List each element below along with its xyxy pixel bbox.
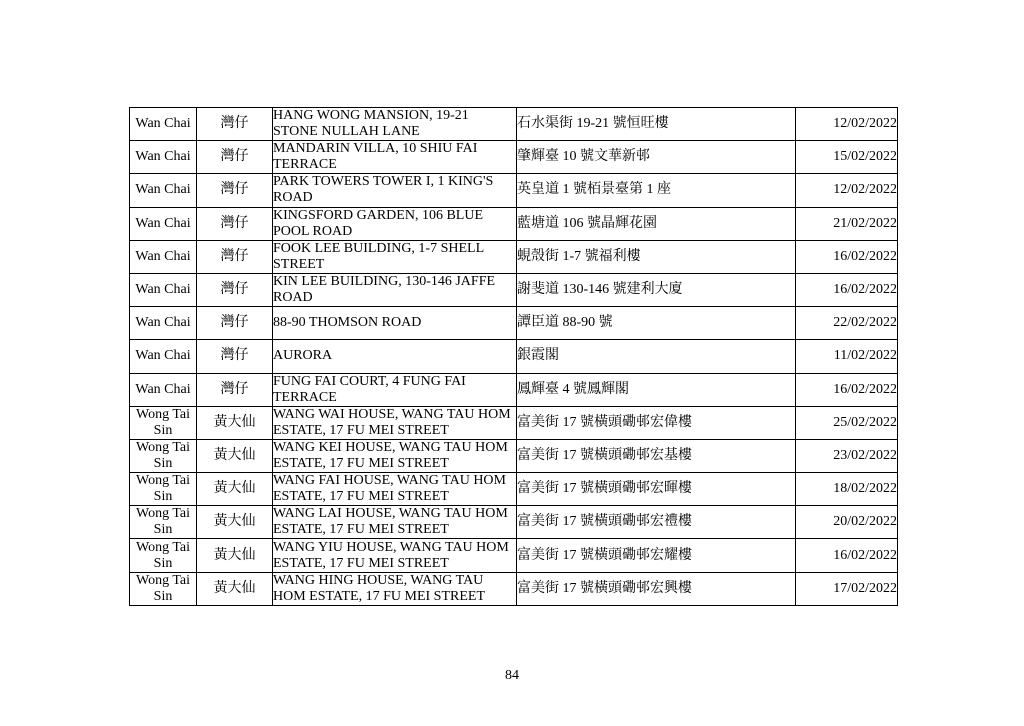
district-chinese-cell: 灣仔 <box>197 207 273 240</box>
address-cell: PARK TOWERS TOWER I, 1 KING'S ROAD <box>273 174 517 207</box>
address-cell: WANG KEI HOUSE, WANG TAU HOM ESTATE, 17 FU MEI STREET <box>273 439 517 472</box>
address-cell: FOOK LEE BUILDING, 1-7 SHELL STREET <box>273 240 517 273</box>
table-row <box>130 572 898 605</box>
table-row <box>130 207 898 240</box>
district-chinese-cell: 灣仔 <box>197 273 273 306</box>
district-cell: Wong Tai Sin <box>130 406 197 439</box>
address-chinese-cell: 富美街 17 號橫頭磡邨宏禮樓 <box>517 506 796 539</box>
district-cell: Wong Tai Sin <box>130 473 197 506</box>
district-chinese-cell: 黃大仙 <box>197 506 273 539</box>
district-chinese-cell: 灣仔 <box>197 240 273 273</box>
table-row <box>130 506 898 539</box>
date-cell: 12/02/2022 <box>796 108 898 141</box>
district-chinese-cell: 灣仔 <box>197 108 273 141</box>
address-cell: AURORA <box>273 340 517 373</box>
district-cell: Wan Chai <box>130 307 197 340</box>
page-number: 84 <box>505 668 519 683</box>
district-cell: Wong Tai Sin <box>130 506 197 539</box>
district-chinese-cell: 黃大仙 <box>197 572 273 605</box>
district-chinese-cell: 黃大仙 <box>197 539 273 572</box>
district-cell: Wan Chai <box>130 373 197 406</box>
address-chinese-cell: 石水渠街 19-21 號恒旺樓 <box>517 108 796 141</box>
address-chinese-cell: 富美街 17 號橫頭磡邨宏暉樓 <box>517 473 796 506</box>
table-row <box>130 340 898 373</box>
date-cell: 18/02/2022 <box>796 473 898 506</box>
date-cell: 16/02/2022 <box>796 373 898 406</box>
table-row <box>130 273 898 306</box>
table-row <box>130 141 898 174</box>
address-chinese-cell: 謝斐道 130-146 號建利大廈 <box>517 273 796 306</box>
district-cell: Wan Chai <box>130 273 197 306</box>
district-chinese-cell: 黃大仙 <box>197 439 273 472</box>
address-chinese-cell: 蜆殼街 1-7 號福利樓 <box>517 240 796 273</box>
address-chinese-cell: 鳳輝臺 4 號鳳輝閣 <box>517 373 796 406</box>
district-cell: Wan Chai <box>130 340 197 373</box>
district-cell: Wan Chai <box>130 240 197 273</box>
date-cell: 16/02/2022 <box>796 240 898 273</box>
district-chinese-cell: 灣仔 <box>197 373 273 406</box>
table-row <box>130 473 898 506</box>
district-cell: Wan Chai <box>130 174 197 207</box>
district-chinese-cell: 灣仔 <box>197 307 273 340</box>
address-chinese-cell: 英皇道 1 號栢景臺第 1 座 <box>517 174 796 207</box>
address-cell: WANG LAI HOUSE, WANG TAU HOM ESTATE, 17 FU MEI STREET <box>273 506 517 539</box>
table-row <box>130 307 898 340</box>
address-cell: WANG YIU HOUSE, WANG TAU HOM ESTATE, 17 FU MEI STREET <box>273 539 517 572</box>
district-cell: Wan Chai <box>130 108 197 141</box>
date-cell: 12/02/2022 <box>796 174 898 207</box>
address-chinese-cell: 譚臣道 88-90 號 <box>517 307 796 340</box>
address-chinese-cell: 藍塘道 106 號晶輝花園 <box>517 207 796 240</box>
date-cell: 11/02/2022 <box>796 340 898 373</box>
table-row <box>130 373 898 406</box>
district-cell: Wong Tai Sin <box>130 439 197 472</box>
address-chinese-cell: 富美街 17 號橫頭磡邨宏興樓 <box>517 572 796 605</box>
table-row <box>130 539 898 572</box>
building-list-table <box>129 107 898 606</box>
date-cell: 22/02/2022 <box>796 307 898 340</box>
date-cell: 23/02/2022 <box>796 439 898 472</box>
date-cell: 16/02/2022 <box>796 539 898 572</box>
address-cell: FUNG FAI COURT, 4 FUNG FAI TERRACE <box>273 373 517 406</box>
address-chinese-cell: 富美街 17 號橫頭磡邨宏偉樓 <box>517 406 796 439</box>
district-chinese-cell: 黃大仙 <box>197 406 273 439</box>
table-row <box>130 439 898 472</box>
district-cell: Wong Tai Sin <box>130 572 197 605</box>
district-cell: Wan Chai <box>130 141 197 174</box>
district-cell: Wong Tai Sin <box>130 539 197 572</box>
date-cell: 20/02/2022 <box>796 506 898 539</box>
district-chinese-cell: 灣仔 <box>197 340 273 373</box>
address-cell: KIN LEE BUILDING, 130-146 JAFFE ROAD <box>273 273 517 306</box>
table-row <box>130 108 898 141</box>
address-cell: KINGSFORD GARDEN, 106 BLUE POOL ROAD <box>273 207 517 240</box>
table-row <box>130 240 898 273</box>
address-chinese-cell: 肇輝臺 10 號文華新邨 <box>517 141 796 174</box>
table-body <box>130 108 898 606</box>
date-cell: 21/02/2022 <box>796 207 898 240</box>
address-chinese-cell: 富美街 17 號橫頭磡邨宏耀樓 <box>517 539 796 572</box>
district-chinese-cell: 灣仔 <box>197 141 273 174</box>
table-row <box>130 406 898 439</box>
date-cell: 25/02/2022 <box>796 406 898 439</box>
table-row <box>130 174 898 207</box>
address-chinese-cell: 銀霞閣 <box>517 340 796 373</box>
address-cell: HANG WONG MANSION, 19-21 STONE NULLAH LANE <box>273 108 517 141</box>
address-cell: 88-90 THOMSON ROAD <box>273 307 517 340</box>
district-chinese-cell: 灣仔 <box>197 174 273 207</box>
district-cell: Wan Chai <box>130 207 197 240</box>
address-cell: WANG WAI HOUSE, WANG TAU HOM ESTATE, 17 FU MEI STREET <box>273 406 517 439</box>
address-chinese-cell: 富美街 17 號橫頭磡邨宏基樓 <box>517 439 796 472</box>
date-cell: 17/02/2022 <box>796 572 898 605</box>
address-cell: WANG HING HOUSE, WANG TAU HOM ESTATE, 17 FU MEI STREET <box>273 572 517 605</box>
district-chinese-cell: 黃大仙 <box>197 473 273 506</box>
date-cell: 16/02/2022 <box>796 273 898 306</box>
date-cell: 15/02/2022 <box>796 141 898 174</box>
address-cell: WANG FAI HOUSE, WANG TAU HOM ESTATE, 17 FU MEI STREET <box>273 473 517 506</box>
address-cell: MANDARIN VILLA, 10 SHIU FAI TERRACE <box>273 141 517 174</box>
